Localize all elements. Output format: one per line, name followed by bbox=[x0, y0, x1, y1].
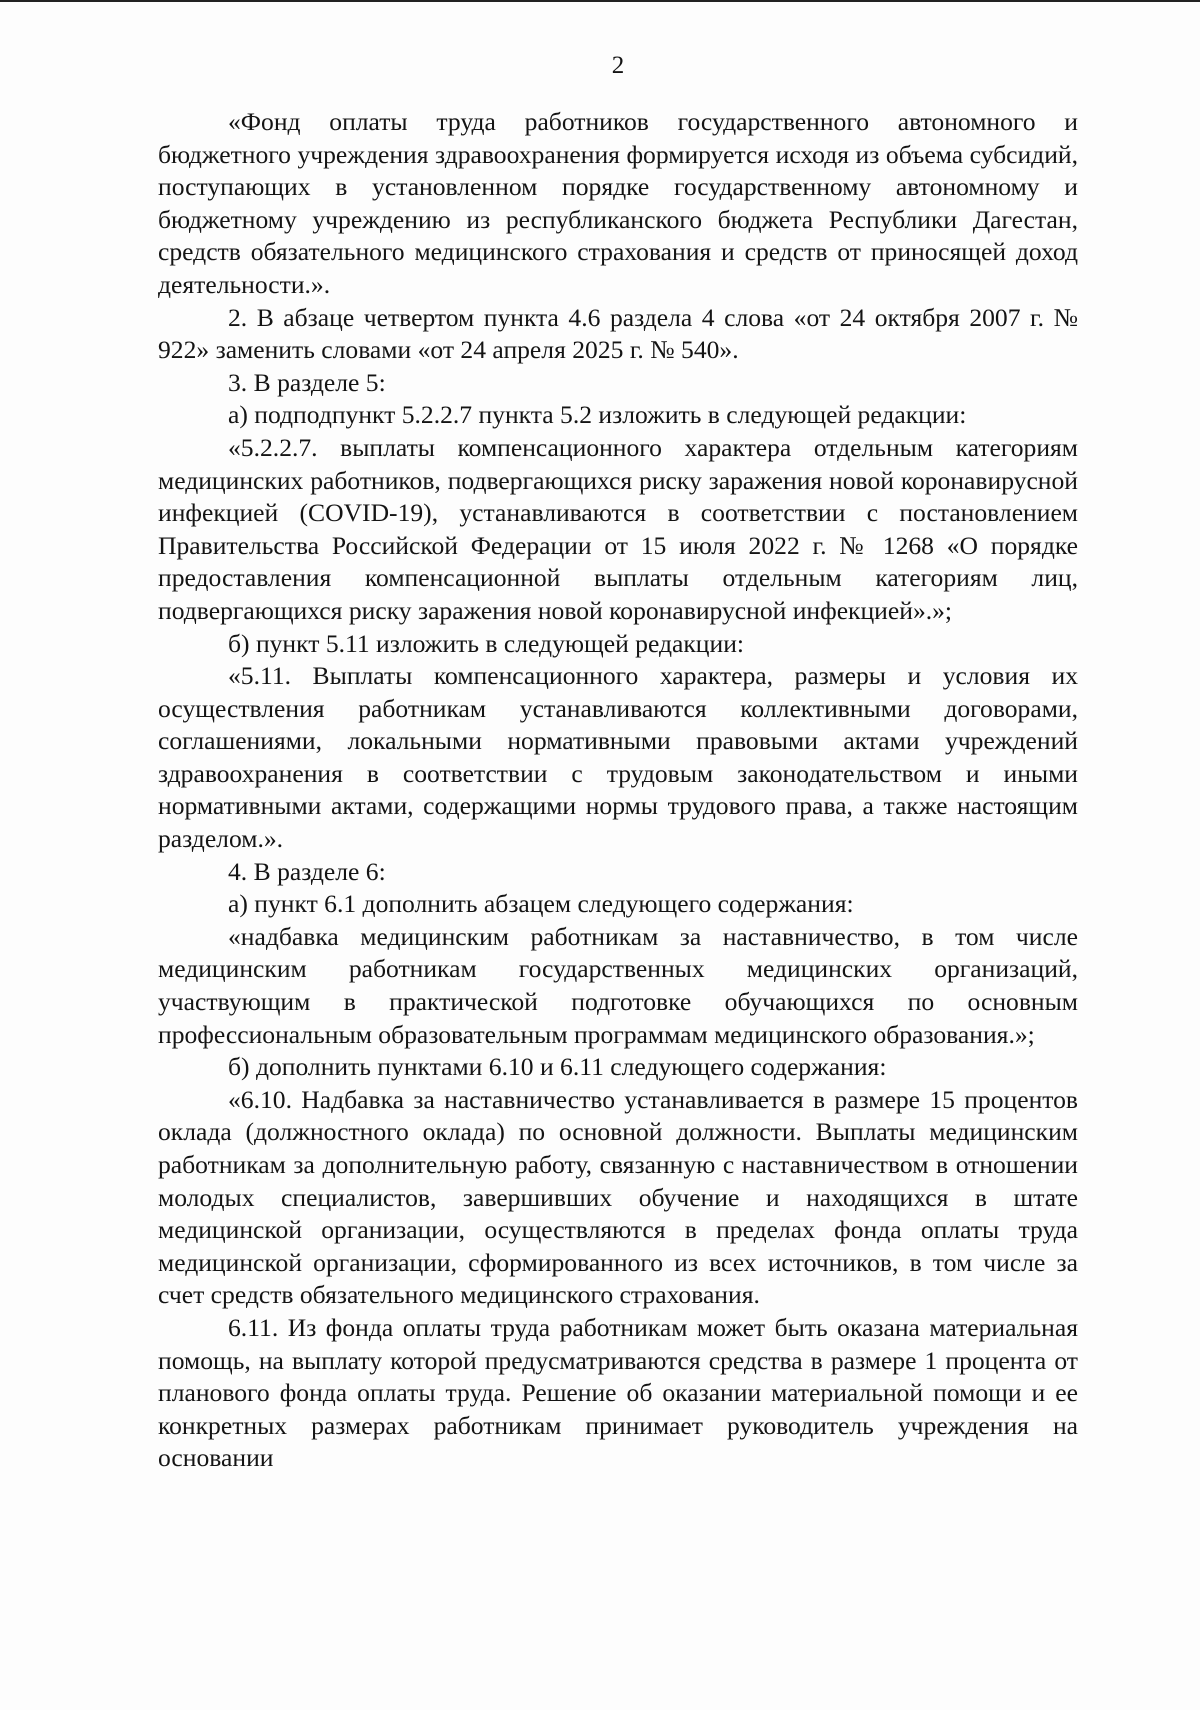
paragraph-item-4a: а) пункт 6.1 дополнить абзацем следующего содержания: bbox=[228, 889, 854, 919]
paragraph-mentorship-allowance: «надбавка медицинским работникам за наставничество, в том числе медицинским работникам государственных медицинских организаций, участвующим в практической подготовке обучающихся по основным профессиональным образовательным программам медицинского образования.»; bbox=[158, 921, 1078, 1049]
paragraph-item-4-heading: 4. В разделе 6: bbox=[228, 856, 386, 886]
paragraph-item-4b: б) дополнить пунктами 6.10 и 6.11 следующего содержания: bbox=[228, 1052, 887, 1082]
paragraph-6-11: 6.11. Из фонда оплаты труда работникам может быть оказана материальная помощь, на выплату которой предусматриваются средства в размере 1 процента от планового фонда оплаты труда. Решение об оказании материальной помощи и ее конкретных размерах работникам принимает руководитель учреждения на основании bbox=[158, 1312, 1078, 1473]
paragraph-item-2: 2. В абзаце четвертом пункта 4.6 раздела 4 слова «от 24 октября 2007 г. № 922» заменить словами «от 24 апреля 2025 г. № 540». bbox=[158, 302, 1078, 365]
document-body bbox=[158, 106, 1078, 1475]
paragraph-5-2-2-7: «5.2.2.7. выплаты компенсационного характера отдельным категориям медицинских работников, подвергающихся риску заражения новой коронавирусной инфекцией (COVID-19), устанавливаются в соответствии с постановлением Правительства Российской Федерации от 15 июля 2022 г. № 1268 «О порядке предоставления компенсационной выплаты отдельным категориям лиц, подвергающихся риску заражения новой коронавирусной инфекцией».»; bbox=[158, 432, 1078, 625]
paragraph-item-3b: б) пункт 5.11 изложить в следующей редакции: bbox=[228, 628, 744, 658]
paragraph-5-11: «5.11. Выплаты компенсационного характера, размеры и условия их осуществления работникам устанавливаются коллективными договорами, соглашениями, локальными нормативными правовыми актами учреждений здравоохранения в соответствии с трудовым законодательством и иными нормативными актами, содержащими нормы трудового права, а также настоящим разделом.». bbox=[158, 661, 1078, 854]
paragraph-item-3-heading: 3. В разделе 5: bbox=[228, 367, 386, 397]
paragraph-6-10: «6.10. Надбавка за наставничество устанавливается в размере 15 процентов оклада (должностного оклада) по основной должности. Выплаты медицинским работникам за дополнительную работу, связанную с наставничеством в отношении молодых специалистов, завершивших обучение и находящихся в штате медицинской организации, осуществляются в пределах фонда оплаты труда медицинской организации, сформированного из всех источников, в том числе за счет средств обязательного медицинского страхования. bbox=[158, 1084, 1078, 1310]
paragraph-item-3a: а) подподпункт 5.2.2.7 пункта 5.2 изложить в следующей редакции: bbox=[228, 400, 967, 430]
page-top-edge bbox=[0, 0, 1200, 2]
page-number: 2 bbox=[611, 52, 625, 79]
paragraph-fund-definition: «Фонд оплаты труда работников государственного автономного и бюджетного учреждения здравоохранения формируется исходя из объема субсидий, поступающих в установленном порядке государственному автономному и бюджетному учреждению из республиканского бюджета Республики Дагестан, средств обязательного медицинского страхования и средств от приносящей доход деятельности.». bbox=[158, 107, 1078, 299]
